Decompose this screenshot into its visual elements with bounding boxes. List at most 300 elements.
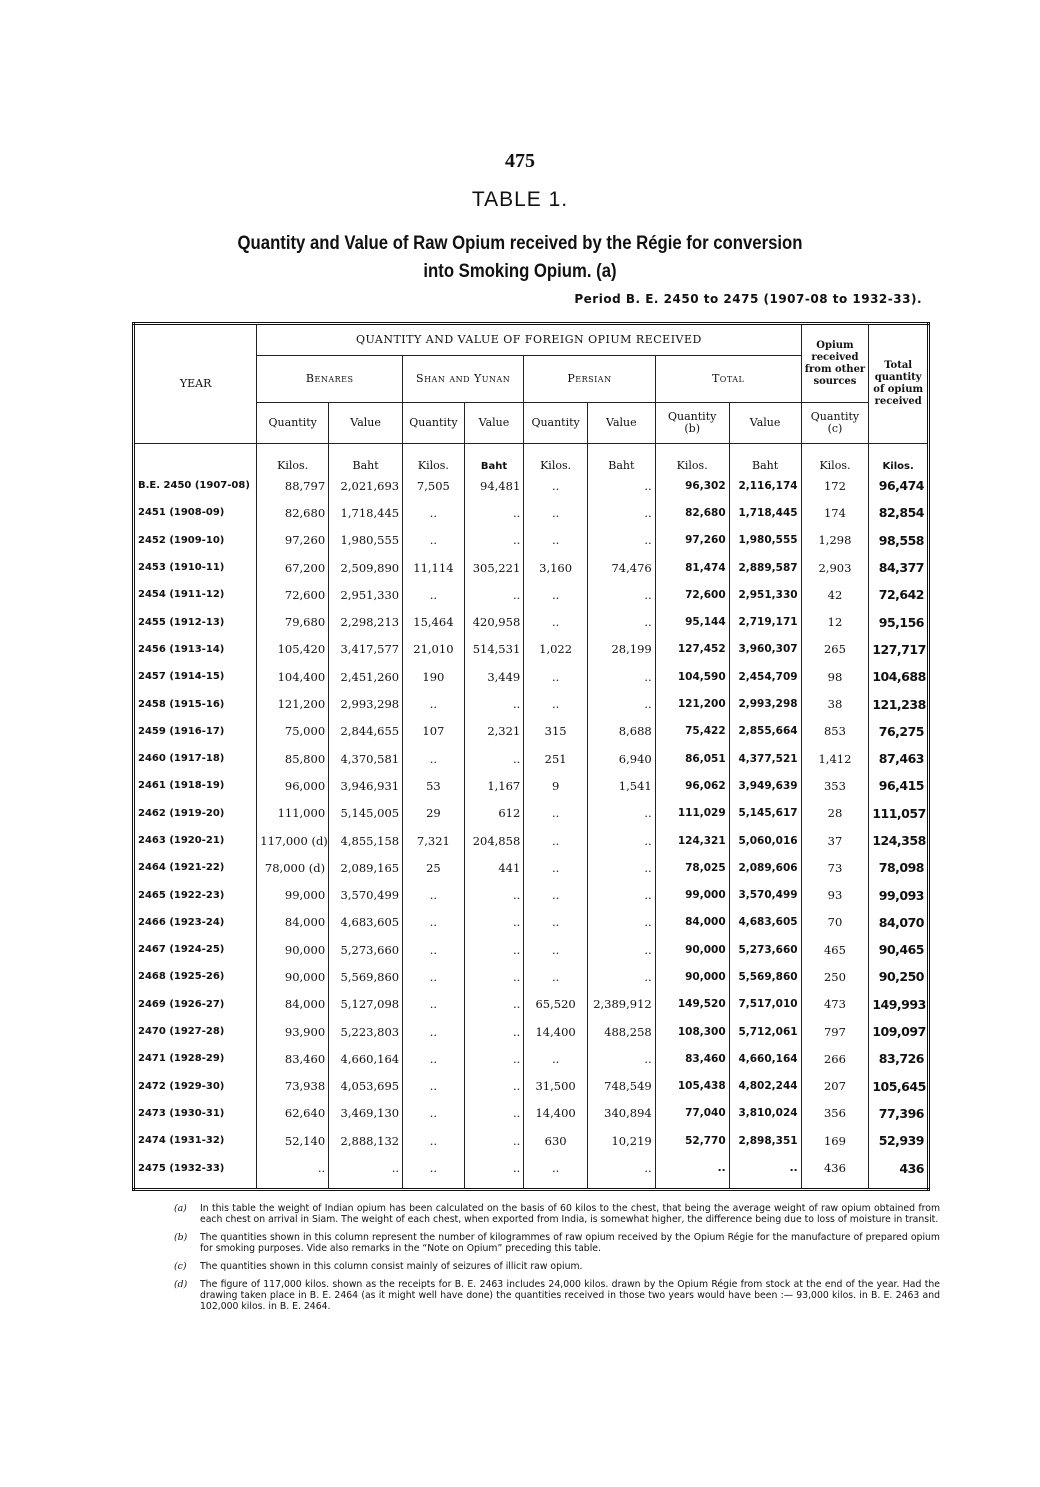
cell-sq: ..	[403, 1045, 465, 1072]
cell-bq: 67,200	[257, 554, 329, 581]
table-row	[134, 527, 929, 554]
cell-bq: 97,260	[257, 527, 329, 554]
cell-year: 2471 (1928-29)	[134, 1045, 257, 1072]
cell-bq: 72,600	[257, 581, 329, 608]
footnote-mark: (d)	[174, 1279, 188, 1290]
cell-pq: ..	[524, 963, 588, 990]
cell-sv: ..	[464, 1127, 524, 1154]
cell-bv: 4,053,695	[329, 1073, 403, 1100]
footnote-text: In this table the weight of Indian opium has been calculated on the basis of 60 kilos to the chest, that being the average weight of raw opium obtained from each chest on arrival in Siam. The weight of each chest, when exported from India, is somewhat higher, the difference being due to loss of moisture in transit.	[200, 1203, 940, 1225]
cell-year: 2472 (1929-30)	[134, 1073, 257, 1100]
cell-oq: 1,412	[801, 745, 869, 772]
footnote	[174, 1232, 940, 1254]
cell-tv: 5,145,617	[729, 800, 801, 827]
cell-oq: 465	[801, 936, 869, 963]
cell-oq: 73	[801, 854, 869, 881]
cell-pq: 65,520	[524, 991, 588, 1018]
table-row	[134, 1073, 929, 1100]
cell-oq: 353	[801, 772, 869, 799]
cell-sq: ..	[403, 581, 465, 608]
footnote	[174, 1203, 940, 1225]
cell-oq: 356	[801, 1100, 869, 1127]
cell-tv: 3,570,499	[729, 881, 801, 908]
cell-year: 2453 (1910-11)	[134, 554, 257, 581]
cell-bv: 5,569,860	[329, 963, 403, 990]
cell-tq: 78,025	[655, 854, 729, 881]
table-row	[134, 663, 929, 690]
cell-pv: 74,476	[587, 554, 655, 581]
cell-tq: 77,040	[655, 1100, 729, 1127]
cell-year: 2469 (1926-27)	[134, 991, 257, 1018]
cell-tv: 3,810,024	[729, 1100, 801, 1127]
cell-sq: 7,505	[403, 472, 465, 499]
table-title	[168, 230, 872, 286]
cell-tq: 149,520	[655, 991, 729, 1018]
cell-pq: ..	[524, 936, 588, 963]
cell-pv: 488,258	[587, 1018, 655, 1045]
unit-cell: Baht	[464, 450, 524, 472]
cell-sq: ..	[403, 1018, 465, 1045]
cell-pq: 31,500	[524, 1073, 588, 1100]
cell-tv: 2,719,171	[729, 608, 801, 635]
shan-value-header: Value	[464, 403, 524, 444]
other-sources-header: Opium received from other sources	[801, 324, 869, 403]
cell-tot: 109,097	[869, 1018, 929, 1045]
unit-cell: Baht	[587, 450, 655, 472]
table-row	[134, 636, 929, 663]
cell-sq: 190	[403, 663, 465, 690]
cell-sq: 53	[403, 772, 465, 799]
cell-tot: 98,558	[869, 527, 929, 554]
cell-year: 2467 (1924-25)	[134, 936, 257, 963]
cell-pv: ..	[587, 827, 655, 854]
cell-bv: 1,718,445	[329, 499, 403, 526]
unit-cell: Kilos.	[655, 450, 729, 472]
title-line-2: into Smoking Opium. (a)	[423, 261, 617, 282]
cell-sv: ..	[464, 1018, 524, 1045]
cell-sv: ..	[464, 991, 524, 1018]
cell-bv: 2,509,890	[329, 554, 403, 581]
cell-pv: ..	[587, 499, 655, 526]
table-row	[134, 936, 929, 963]
table-row	[134, 745, 929, 772]
cell-tot: 104,688	[869, 663, 929, 690]
cell-bq: 90,000	[257, 963, 329, 990]
cell-tv: 2,116,174	[729, 472, 801, 499]
cell-pv: 2,389,912	[587, 991, 655, 1018]
total-value-header: Value	[729, 403, 801, 444]
cell-year: 2460 (1917-18)	[134, 745, 257, 772]
unit-cell: Kilos.	[257, 450, 329, 472]
cell-tv: 5,712,061	[729, 1018, 801, 1045]
cell-year: 2466 (1923-24)	[134, 909, 257, 936]
cell-tv: 4,660,164	[729, 1045, 801, 1072]
persian-value-header: Value	[587, 403, 655, 444]
cell-bq: ..	[257, 1154, 329, 1181]
cell-bq: 62,640	[257, 1100, 329, 1127]
cell-tot: 96,415	[869, 772, 929, 799]
cell-sq: ..	[403, 1073, 465, 1100]
cell-bv: 4,660,164	[329, 1045, 403, 1072]
table-row	[134, 881, 929, 908]
cell-year: 2468 (1925-26)	[134, 963, 257, 990]
cell-sq: 21,010	[403, 636, 465, 663]
cell-pq: ..	[524, 800, 588, 827]
table-row	[134, 718, 929, 745]
cell-year: 2474 (1931-32)	[134, 1127, 257, 1154]
cell-sv: 94,481	[464, 472, 524, 499]
cell-year: 2464 (1921-22)	[134, 854, 257, 881]
cell-oq: 1,298	[801, 527, 869, 554]
cell-pq: 14,400	[524, 1018, 588, 1045]
cell-sv: ..	[464, 1045, 524, 1072]
cell-sv: ..	[464, 1154, 524, 1181]
cell-tot: 82,854	[869, 499, 929, 526]
footnotes	[174, 1203, 940, 1319]
cell-oq: 266	[801, 1045, 869, 1072]
benares-header: Benares	[257, 356, 403, 403]
table-row	[134, 1045, 929, 1072]
cell-pq: 630	[524, 1127, 588, 1154]
cell-bv: 5,127,098	[329, 991, 403, 1018]
cell-tot: 90,465	[869, 936, 929, 963]
cell-bq: 93,900	[257, 1018, 329, 1045]
cell-tot: 149,993	[869, 991, 929, 1018]
cell-bv: 1,980,555	[329, 527, 403, 554]
cell-tq: ..	[655, 1154, 729, 1181]
footnote-text: The figure of 117,000 kilos. shown as the receipts for B. E. 2463 includes 24,000 kilos. drawn by the Opium Régie from stock at the end of the year. Had the drawing taken place in B. E. 2464 (as it might well have done) the quantities received in those two years would have been :— 93,000 kilos. in B. E. 2463 and 102,000 kilos. in B. E. 2464.	[200, 1279, 940, 1312]
cell-bv: 3,570,499	[329, 881, 403, 908]
cell-sv: 441	[464, 854, 524, 881]
cell-tq: 90,000	[655, 963, 729, 990]
cell-tv: 3,960,307	[729, 636, 801, 663]
table-row	[134, 827, 929, 854]
table-row	[134, 1127, 929, 1154]
cell-pv: 28,199	[587, 636, 655, 663]
cell-sv: ..	[464, 581, 524, 608]
cell-sv: ..	[464, 936, 524, 963]
cell-tq: 82,680	[655, 499, 729, 526]
cell-pv: ..	[587, 527, 655, 554]
table-row	[134, 608, 929, 635]
cell-pq: ..	[524, 854, 588, 881]
cell-tq: 96,062	[655, 772, 729, 799]
footnote-text: The quantities shown in this column consist mainly of seizures of illicit raw opium.	[200, 1261, 583, 1272]
cell-bq: 99,000	[257, 881, 329, 908]
cell-sq: 11,114	[403, 554, 465, 581]
table-row	[134, 472, 929, 499]
persian-quantity-header: Quantity	[524, 403, 588, 444]
cell-pv: ..	[587, 1154, 655, 1181]
cell-oq: 436	[801, 1154, 869, 1181]
cell-sq: ..	[403, 991, 465, 1018]
cell-pv: 10,219	[587, 1127, 655, 1154]
cell-pq: ..	[524, 663, 588, 690]
cell-bv: 2,451,260	[329, 663, 403, 690]
other-quantity-c-header: Quantity (c)	[801, 403, 869, 444]
cell-bv: 4,855,158	[329, 827, 403, 854]
cell-bv: 5,223,803	[329, 1018, 403, 1045]
cell-oq: 98	[801, 663, 869, 690]
cell-oq: 797	[801, 1018, 869, 1045]
cell-bq: 83,460	[257, 1045, 329, 1072]
shan-yunan-header: Shan and Yunan	[403, 356, 524, 403]
cell-year: 2461 (1918-19)	[134, 772, 257, 799]
footnote	[174, 1279, 940, 1312]
table-row	[134, 1100, 929, 1127]
cell-pq: 14,400	[524, 1100, 588, 1127]
cell-pv: ..	[587, 472, 655, 499]
cell-year: 2456 (1913-14)	[134, 636, 257, 663]
cell-tq: 97,260	[655, 527, 729, 554]
units-row	[134, 450, 929, 472]
cell-pq: ..	[524, 608, 588, 635]
cell-year: 2462 (1919-20)	[134, 800, 257, 827]
table-row	[134, 800, 929, 827]
cell-tot: 436	[869, 1154, 929, 1181]
footnote-mark: (b)	[174, 1232, 188, 1243]
cell-oq: 172	[801, 472, 869, 499]
shan-quantity-header: Quantity	[403, 403, 465, 444]
cell-bq: 78,000 (d)	[257, 854, 329, 881]
table-row	[134, 690, 929, 717]
cell-sq: 29	[403, 800, 465, 827]
cell-sv: 1,167	[464, 772, 524, 799]
cell-sv: ..	[464, 963, 524, 990]
benares-value-header: Value	[329, 403, 403, 444]
page-number: 475	[505, 150, 535, 172]
cell-pq: ..	[524, 909, 588, 936]
cell-sq: ..	[403, 690, 465, 717]
cell-tq: 81,474	[655, 554, 729, 581]
cell-sq: ..	[403, 963, 465, 990]
table-row	[134, 991, 929, 1018]
cell-year: 2452 (1909-10)	[134, 527, 257, 554]
cell-oq: 473	[801, 991, 869, 1018]
cell-sq: ..	[403, 936, 465, 963]
cell-tot: 78,098	[869, 854, 929, 881]
cell-sq: 107	[403, 718, 465, 745]
cell-tq: 52,770	[655, 1127, 729, 1154]
cell-oq: 70	[801, 909, 869, 936]
cell-tv: 7,517,010	[729, 991, 801, 1018]
cell-pv: ..	[587, 663, 655, 690]
cell-sq: ..	[403, 1127, 465, 1154]
cell-tv: 5,273,660	[729, 936, 801, 963]
cell-pv: 748,549	[587, 1073, 655, 1100]
cell-pv: 6,940	[587, 745, 655, 772]
cell-tot: 99,093	[869, 881, 929, 908]
cell-oq: 37	[801, 827, 869, 854]
cell-sv: ..	[464, 909, 524, 936]
cell-tq: 72,600	[655, 581, 729, 608]
cell-pq: 1,022	[524, 636, 588, 663]
cell-oq: 174	[801, 499, 869, 526]
cell-bv: 5,145,005	[329, 800, 403, 827]
cell-tv: 2,855,664	[729, 718, 801, 745]
footnote	[174, 1261, 940, 1272]
cell-bq: 85,800	[257, 745, 329, 772]
cell-tot: 72,642	[869, 581, 929, 608]
cell-tq: 124,321	[655, 827, 729, 854]
cell-tq: 75,422	[655, 718, 729, 745]
cell-sv: ..	[464, 499, 524, 526]
cell-sv: 514,531	[464, 636, 524, 663]
cell-tq: 127,452	[655, 636, 729, 663]
cell-bv: 2,021,693	[329, 472, 403, 499]
cell-pq: ..	[524, 1045, 588, 1072]
table-label: TABLE 1.	[471, 188, 569, 211]
cell-bv: 2,993,298	[329, 690, 403, 717]
cell-sq: ..	[403, 881, 465, 908]
cell-year: 2458 (1915-16)	[134, 690, 257, 717]
cell-tq: 99,000	[655, 881, 729, 908]
table-row	[134, 581, 929, 608]
cell-oq: 169	[801, 1127, 869, 1154]
cell-tv: 2,089,606	[729, 854, 801, 881]
cell-oq: 93	[801, 881, 869, 908]
cell-sq: ..	[403, 1100, 465, 1127]
cell-bq: 84,000	[257, 909, 329, 936]
cell-tv: 4,683,605	[729, 909, 801, 936]
cell-sq: ..	[403, 909, 465, 936]
cell-tot: 76,275	[869, 718, 929, 745]
cell-bq: 111,000	[257, 800, 329, 827]
table-row	[134, 854, 929, 881]
cell-year: 2465 (1922-23)	[134, 881, 257, 908]
cell-year: 2473 (1930-31)	[134, 1100, 257, 1127]
cell-tot: 121,238	[869, 690, 929, 717]
cell-bv: 3,469,130	[329, 1100, 403, 1127]
cell-tot: 124,358	[869, 827, 929, 854]
table-row	[134, 554, 929, 581]
cell-pq: ..	[524, 1154, 588, 1181]
cell-bv: 4,370,581	[329, 745, 403, 772]
cell-oq: 28	[801, 800, 869, 827]
cell-pq: ..	[524, 881, 588, 908]
cell-tq: 95,144	[655, 608, 729, 635]
cell-year: 2475 (1932-33)	[134, 1154, 257, 1181]
cell-tv: 5,569,860	[729, 963, 801, 990]
cell-tot: 90,250	[869, 963, 929, 990]
cell-tot: 111,057	[869, 800, 929, 827]
cell-pq: ..	[524, 581, 588, 608]
cell-year: 2454 (1911-12)	[134, 581, 257, 608]
benares-quantity-header: Quantity	[257, 403, 329, 444]
cell-pv: ..	[587, 936, 655, 963]
cell-tot: 84,070	[869, 909, 929, 936]
table-row	[134, 1018, 929, 1045]
cell-sq: 25	[403, 854, 465, 881]
cell-tv: ..	[729, 1154, 801, 1181]
cell-pv: ..	[587, 881, 655, 908]
period-label: Period B. E. 2450 to 2475 (1907-08 to 1932-33).	[574, 292, 922, 306]
cell-pv: ..	[587, 854, 655, 881]
cell-tot: 96,474	[869, 472, 929, 499]
cell-tv: 5,060,016	[729, 827, 801, 854]
cell-year: 2457 (1914-15)	[134, 663, 257, 690]
unit-cell: Kilos.	[869, 450, 929, 472]
cell-sv: ..	[464, 881, 524, 908]
cell-oq: 12	[801, 608, 869, 635]
footnote-text: The quantities shown in this column represent the number of kilogrammes of raw opium received by the Opium Régie for the manufacture of prepared opium for smoking purposes. Vide also remarks in the “Note on Opium” preceding this table.	[200, 1232, 940, 1254]
cell-tv: 1,980,555	[729, 527, 801, 554]
cell-sv: 420,958	[464, 608, 524, 635]
cell-sv: ..	[464, 1100, 524, 1127]
year-header: YEAR	[134, 324, 257, 444]
cell-bv: 2,888,132	[329, 1127, 403, 1154]
cell-oq: 42	[801, 581, 869, 608]
cell-tot: 52,939	[869, 1127, 929, 1154]
cell-tot: 105,645	[869, 1073, 929, 1100]
cell-sv: 305,221	[464, 554, 524, 581]
cell-year: 2470 (1927-28)	[134, 1018, 257, 1045]
cell-sv: ..	[464, 1073, 524, 1100]
cell-pv: ..	[587, 909, 655, 936]
cell-oq: 2,903	[801, 554, 869, 581]
cell-tq: 83,460	[655, 1045, 729, 1072]
cell-tq: 121,200	[655, 690, 729, 717]
cell-tv: 2,951,330	[729, 581, 801, 608]
cell-pq: 315	[524, 718, 588, 745]
table-row	[134, 963, 929, 990]
cell-bq: 90,000	[257, 936, 329, 963]
table-row	[134, 499, 929, 526]
cell-tot: 84,377	[869, 554, 929, 581]
cell-bv: 4,683,605	[329, 909, 403, 936]
cell-bq: 52,140	[257, 1127, 329, 1154]
cell-sv: 2,321	[464, 718, 524, 745]
cell-bq: 79,680	[257, 608, 329, 635]
cell-sq: ..	[403, 499, 465, 526]
cell-tq: 96,302	[655, 472, 729, 499]
unit-cell: Baht	[329, 450, 403, 472]
cell-bv: 3,417,577	[329, 636, 403, 663]
cell-pq: 251	[524, 745, 588, 772]
cell-year: 2459 (1916-17)	[134, 718, 257, 745]
unit-cell: Kilos.	[403, 450, 465, 472]
cell-tq: 84,000	[655, 909, 729, 936]
cell-tv: 2,898,351	[729, 1127, 801, 1154]
cell-bv: 5,273,660	[329, 936, 403, 963]
cell-sv: ..	[464, 690, 524, 717]
cell-oq: 38	[801, 690, 869, 717]
cell-bq: 96,000	[257, 772, 329, 799]
cell-bv: 2,298,213	[329, 608, 403, 635]
table-row	[134, 909, 929, 936]
cell-oq: 265	[801, 636, 869, 663]
cell-tot: 77,396	[869, 1100, 929, 1127]
cell-tq: 108,300	[655, 1018, 729, 1045]
table-body	[134, 444, 929, 1190]
cell-tv: 4,377,521	[729, 745, 801, 772]
cell-sq: ..	[403, 527, 465, 554]
footnote-mark: (a)	[174, 1203, 187, 1214]
title-line-1: Quantity and Value of Raw Opium received by the Régie for conversion	[237, 233, 803, 254]
cell-tv: 2,889,587	[729, 554, 801, 581]
cell-bq: 117,000 (d)	[257, 827, 329, 854]
total-quantity-b-header: Quantity (b)	[655, 403, 729, 444]
cell-sv: 612	[464, 800, 524, 827]
cell-pq: ..	[524, 527, 588, 554]
cell-pv: ..	[587, 608, 655, 635]
cell-pq: ..	[524, 499, 588, 526]
cell-tv: 2,993,298	[729, 690, 801, 717]
cell-pv: ..	[587, 800, 655, 827]
cell-pv: ..	[587, 690, 655, 717]
cell-tv: 2,454,709	[729, 663, 801, 690]
cell-tv: 3,949,639	[729, 772, 801, 799]
